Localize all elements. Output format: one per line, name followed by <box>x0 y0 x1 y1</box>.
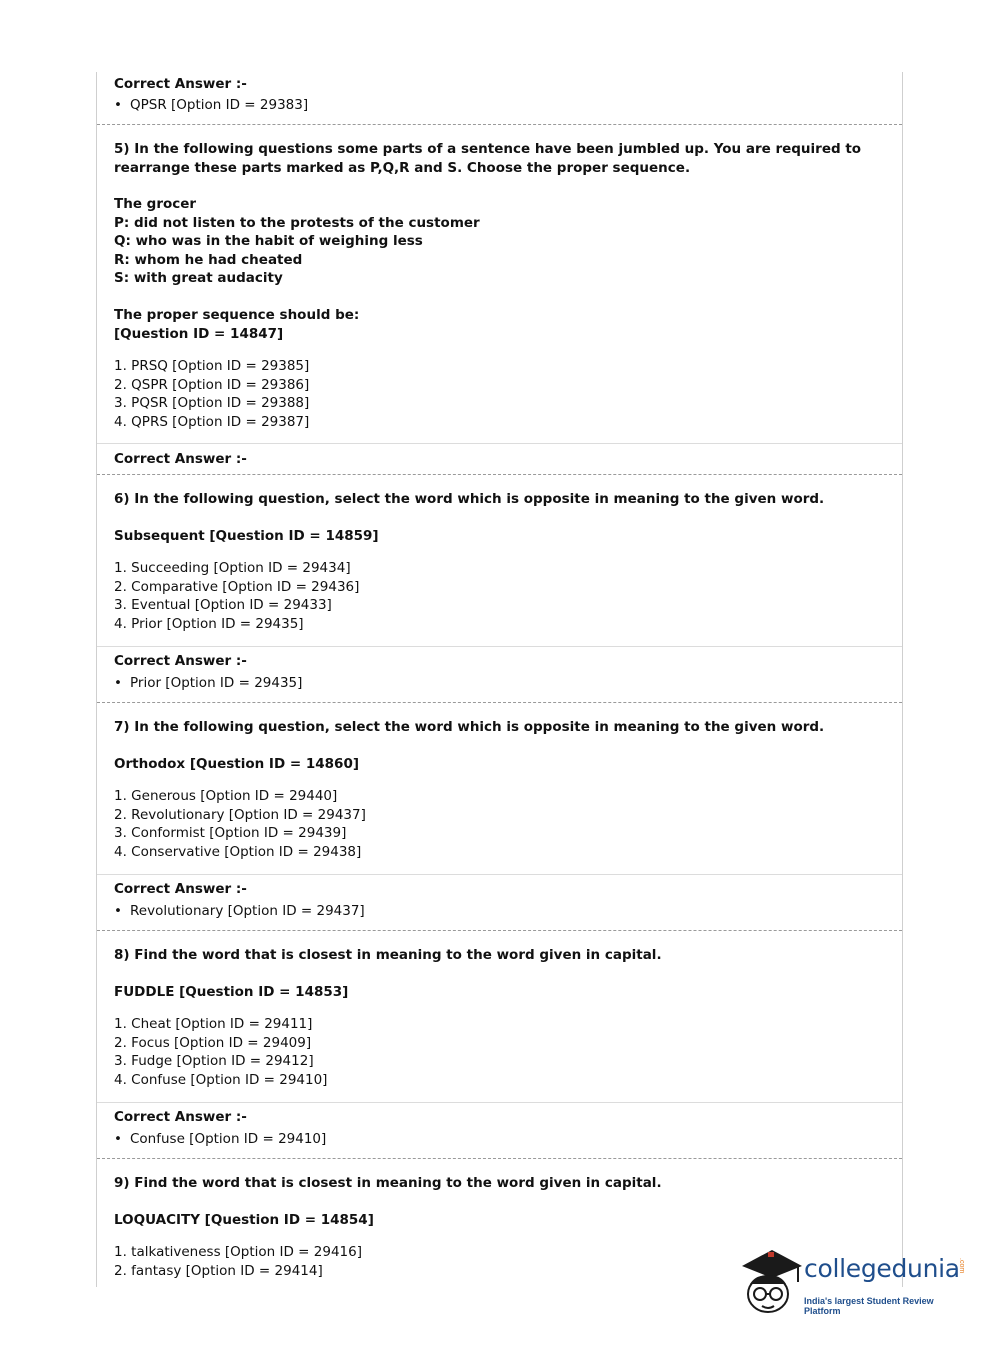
q9-option: 1. talkativeness [Option ID = 29416] <box>114 1244 362 1260</box>
q6-word: Subsequent [Question ID = 14859] <box>114 528 379 544</box>
q5-option: 2. QSPR [Option ID = 29386] <box>114 377 310 393</box>
q5-option: 3. PQSR [Option ID = 29388] <box>114 395 310 411</box>
q5-question-id: [Question ID = 14847] <box>114 326 284 342</box>
q5-line: The grocer <box>114 196 197 212</box>
q6-correct-label: Correct Answer :- <box>114 653 247 669</box>
q5-option: 1. PRSQ [Option ID = 29385] <box>114 358 310 374</box>
q8-option: 4. Confuse [Option ID = 29410] <box>114 1072 328 1088</box>
q8-answer: • Confuse [Option ID = 29410] <box>114 1131 326 1147</box>
q8-option: 1. Cheat [Option ID = 29411] <box>114 1016 313 1032</box>
q7-correct-label: Correct Answer :- <box>114 881 247 897</box>
q8-word: FUDDLE [Question ID = 14853] <box>114 984 349 1000</box>
q8-option: 3. Fudge [Option ID = 29412] <box>114 1053 314 1069</box>
q7-option: 3. Conformist [Option ID = 29439] <box>114 825 347 841</box>
q6-option: 2. Comparative [Option ID = 29436] <box>114 579 360 595</box>
q5-line: S: with great audacity <box>114 270 283 286</box>
separator <box>97 646 902 647</box>
divider <box>97 702 902 703</box>
q8-correct-label: Correct Answer :- <box>114 1109 247 1125</box>
logo-tagline: India's largest Student Review Platform <box>804 1296 934 1316</box>
q7-answer: • Revolutionary [Option ID = 29437] <box>114 903 365 919</box>
q7-question: 7) In the following question, select the word which is opposite in meaning to the given word. <box>114 719 825 735</box>
q4-correct-label: Correct Answer :- <box>114 76 247 92</box>
divider <box>97 124 902 125</box>
q8-question: 8) Find the word that is closest in meaning to the word given in capital. <box>114 947 662 963</box>
q7-option: 4. Conservative [Option ID = 29438] <box>114 844 362 860</box>
q7-option: 2. Revolutionary [Option ID = 29437] <box>114 807 366 823</box>
q5-prompt: The proper sequence should be: <box>114 307 360 323</box>
separator <box>97 1102 902 1103</box>
q6-option: 1. Succeeding [Option ID = 29434] <box>114 560 351 576</box>
divider <box>97 474 902 475</box>
q5-line: Q: who was in the habit of weighing less <box>114 233 423 249</box>
q5-question: 5) In the following questions some parts of a sentence have been jumbled up. You are required to rearrange these parts marked as P,Q,R and S. Choose the proper sequence. <box>114 141 862 176</box>
q6-option: 4. Prior [Option ID = 29435] <box>114 616 304 632</box>
q7-option: 1. Generous [Option ID = 29440] <box>114 788 338 804</box>
q7-word: Orthodox [Question ID = 14860] <box>114 756 360 772</box>
q5-line: R: whom he had cheated <box>114 252 303 268</box>
q8-option: 2. Focus [Option ID = 29409] <box>114 1035 312 1051</box>
q6-question: 6) In the following question, select the word which is opposite in meaning to the given word. <box>114 491 825 507</box>
q9-question: 9) Find the word that is closest in meaning to the word given in capital. <box>114 1175 662 1191</box>
q5-correct-label: Correct Answer :- <box>114 451 247 467</box>
logo-wordmark: collegedunia <box>804 1254 960 1283</box>
q4-answer: • QPSR [Option ID = 29383] <box>114 97 308 113</box>
mascot-icon <box>738 1244 804 1320</box>
logo-suffix: .com <box>958 1258 965 1274</box>
q9-option: 2. fantasy [Option ID = 29414] <box>114 1263 323 1279</box>
q5-line: P: did not listen to the protests of the customer <box>114 215 480 231</box>
collegedunia-logo[interactable] <box>738 1244 970 1320</box>
separator <box>97 443 902 444</box>
divider <box>97 930 902 931</box>
divider <box>97 1158 902 1159</box>
q5-option: 4. QPRS [Option ID = 29387] <box>114 414 310 430</box>
q6-answer: • Prior [Option ID = 29435] <box>114 675 302 691</box>
separator <box>97 874 902 875</box>
q9-word: LOQUACITY [Question ID = 14854] <box>114 1212 374 1228</box>
question-paper <box>96 72 903 1287</box>
q6-option: 3. Eventual [Option ID = 29433] <box>114 597 332 613</box>
